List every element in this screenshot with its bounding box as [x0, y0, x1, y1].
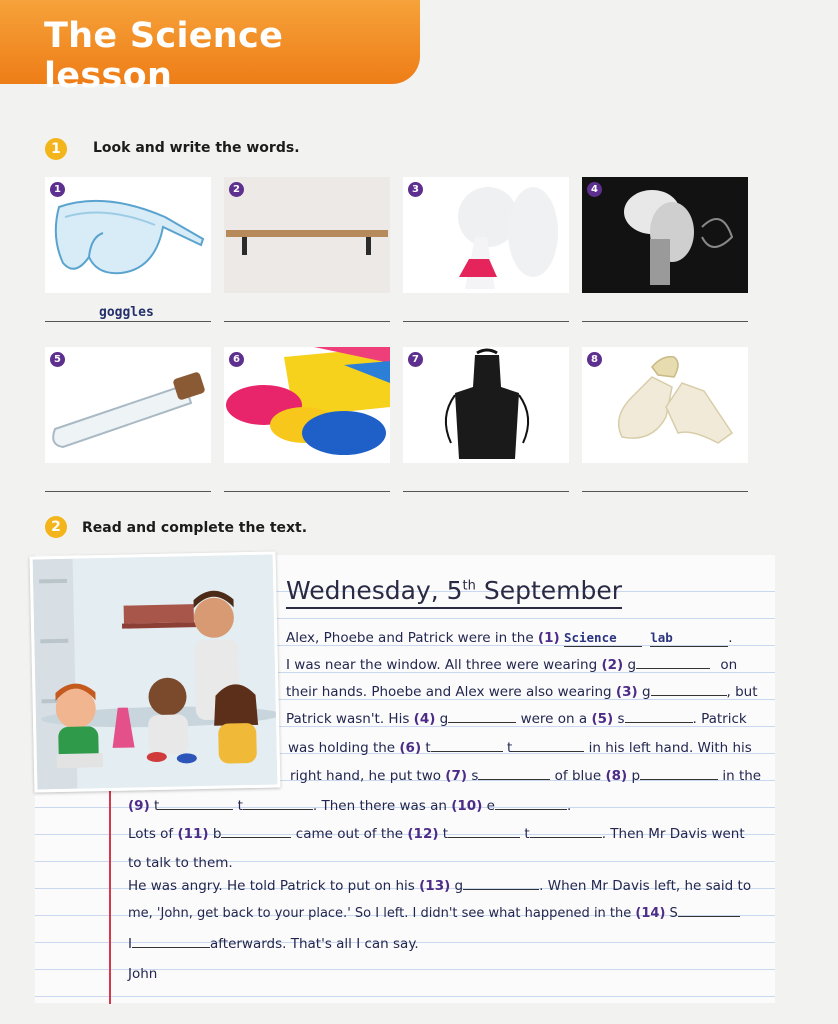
notebook-margin-line [109, 790, 111, 1004]
text-segment: t [149, 798, 160, 814]
gap-2-blank[interactable] [636, 668, 710, 669]
text-segment: . Then there was an [312, 798, 452, 814]
text-line-8 [128, 826, 745, 842]
text-segment: S [665, 906, 678, 921]
text-segment: Patrick wasn't. His [286, 711, 414, 727]
text-segment: , but [726, 684, 758, 700]
apron-icon [403, 347, 569, 463]
powder-icon [224, 347, 390, 463]
answer-line-5[interactable] [45, 491, 211, 492]
picture-explosion-smoke [582, 177, 748, 293]
picture-shelf [224, 177, 390, 293]
gap-number: (14) [635, 906, 666, 921]
text-line-2 [286, 657, 737, 673]
gap-14b-blank[interactable] [132, 947, 210, 948]
picture-number: 1 [50, 182, 65, 197]
gap-1-blank[interactable] [564, 630, 642, 647]
text-line-5 [288, 740, 752, 756]
answer-line-3[interactable] [403, 321, 569, 322]
gap-8-blank[interactable] [640, 779, 718, 780]
text-segment: . Patrick [692, 711, 747, 727]
text-line-7 [128, 798, 571, 814]
text-segment: Alex, Phoebe and Patrick were in the [286, 630, 538, 646]
answer-line-1[interactable] [45, 321, 211, 322]
text-segment: g [637, 684, 651, 700]
text-segment: I [128, 936, 132, 952]
text-line-3 [286, 684, 758, 700]
text-segment: me, 'John, get back to your place.' So I left. I didn't see what happened in the [128, 906, 636, 921]
text-segment: p [627, 768, 641, 784]
picture-number: 6 [229, 352, 244, 367]
gap-1-answer-a: Science [563, 630, 617, 645]
picture-gloves [582, 347, 748, 463]
gap-1b-blank[interactable] [650, 630, 728, 647]
text-segment: s [613, 711, 625, 727]
text-segment: Lots of [128, 826, 178, 842]
exercise-2-instruction: Read and complete the text. [82, 520, 308, 536]
gap-6b-blank[interactable] [512, 751, 584, 752]
science-class-illustration [33, 555, 278, 790]
text-segment: on [720, 657, 738, 673]
picture-number: 8 [587, 352, 602, 367]
text-segment: He was angry. He told Patrick to put on his [128, 878, 420, 894]
date-title-month: September [475, 576, 623, 605]
date-title-superscript: th [462, 578, 476, 594]
gap-12b-blank[interactable] [530, 837, 602, 838]
gap-number: (7) [445, 768, 468, 784]
text-segment: came out of the [295, 826, 408, 842]
text-segment: their hands. Phoebe and Alex were also wearing [286, 684, 616, 700]
text-segment: g [623, 657, 637, 673]
text-line-1 [286, 630, 733, 647]
gap-6a-blank[interactable] [431, 751, 503, 752]
title-banner [0, 0, 420, 96]
text-segment: in his left hand. With his [588, 740, 752, 756]
gap-11-blank[interactable] [221, 837, 291, 838]
answer-line-8[interactable] [582, 491, 748, 492]
text-segment: e [482, 798, 495, 814]
picture-number: 7 [408, 352, 423, 367]
gap-number: (2) [601, 657, 624, 673]
text-line-4 [286, 711, 747, 727]
gap-1-answer-b: lab [650, 630, 673, 645]
text-line-9: to talk to them. [128, 855, 233, 871]
picture-apron [403, 347, 569, 463]
gap-number: (1) [537, 630, 560, 646]
text-segment: g [450, 878, 464, 894]
text-segment: t [438, 826, 449, 842]
text-segment: t [507, 740, 513, 756]
gap-9a-blank[interactable] [159, 809, 233, 810]
text-segment: were on a [520, 711, 592, 727]
gap-number: (5) [591, 711, 614, 727]
page-title: The Science lesson [44, 16, 284, 96]
exercise-2-badge: 2 [45, 516, 67, 538]
gap-number: (12) [407, 826, 439, 842]
gap-12a-blank[interactable] [448, 837, 520, 838]
picture-chemical-reaction [403, 177, 569, 293]
picture-powders [224, 347, 390, 463]
answer-line-6[interactable] [224, 491, 390, 492]
gloves-icon [582, 347, 748, 463]
text-line-12 [128, 936, 419, 952]
answer-line-2[interactable] [224, 321, 390, 322]
text-segment: . When Mr Davis left, he said to [539, 878, 752, 894]
test-tube-icon [45, 347, 211, 463]
text-line-11 [128, 906, 740, 921]
gap-number: (13) [419, 878, 451, 894]
text-line-10 [128, 878, 751, 894]
gap-10-blank[interactable] [495, 809, 567, 810]
gap-3-blank[interactable] [651, 695, 727, 696]
smoke-icon [582, 177, 748, 293]
picture-number: 3 [408, 182, 423, 197]
text-segment: . [728, 630, 733, 646]
gap-5-blank[interactable] [625, 722, 693, 723]
answer-text-1: goggles [99, 305, 154, 320]
shelf-icon [224, 177, 390, 293]
text-segment: b [208, 826, 222, 842]
goggles-icon [45, 177, 211, 293]
flask-smoke-icon [403, 177, 569, 293]
picture-number: 4 [587, 182, 602, 197]
text-segment: of blue [554, 768, 606, 784]
gap-number: (6) [399, 740, 422, 756]
picture-goggles [45, 177, 211, 293]
text-segment: g [435, 711, 449, 727]
gap-number: (9) [128, 798, 150, 814]
text-line-6 [290, 768, 761, 784]
text-segment: t [237, 798, 243, 814]
gap-14-blank[interactable] [678, 916, 740, 917]
text-segment: . Then Mr Davis went [601, 826, 745, 842]
gap-number: (4) [413, 711, 436, 727]
gap-number: (10) [451, 798, 483, 814]
exercise-1-instruction: Look and write the words. [93, 140, 300, 156]
gap-number: (3) [615, 684, 638, 700]
text-segment: in the [722, 768, 762, 784]
gap-number: (11) [177, 826, 209, 842]
answer-line-4[interactable] [582, 321, 748, 322]
gap-7-blank[interactable] [478, 779, 550, 780]
text-segment: s [467, 768, 479, 784]
gap-number: (8) [605, 768, 628, 784]
text-segment: afterwards. That's all I can say. [209, 936, 419, 952]
text-segment: right hand, he put two [290, 768, 446, 784]
picture-number: 2 [229, 182, 244, 197]
picture-test-tube [45, 347, 211, 463]
answer-line-7[interactable] [403, 491, 569, 492]
gap-13-blank[interactable] [463, 889, 539, 890]
text-segment: I was near the window. All three were wearing [286, 657, 602, 673]
text-segment: t [524, 826, 530, 842]
exercise-1-badge: 1 [45, 138, 67, 160]
text-segment: was holding the [288, 740, 400, 756]
gap-9b-blank[interactable] [243, 809, 313, 810]
text-segment: . [566, 798, 572, 814]
gap-4-blank[interactable] [448, 722, 516, 723]
date-title-text: Wednesday, 5 [286, 576, 463, 605]
text-segment: t [421, 740, 431, 756]
classroom-illustration [30, 551, 281, 792]
picture-number: 5 [50, 352, 65, 367]
signature-name: John [128, 966, 158, 982]
journal-date-title [286, 576, 622, 609]
